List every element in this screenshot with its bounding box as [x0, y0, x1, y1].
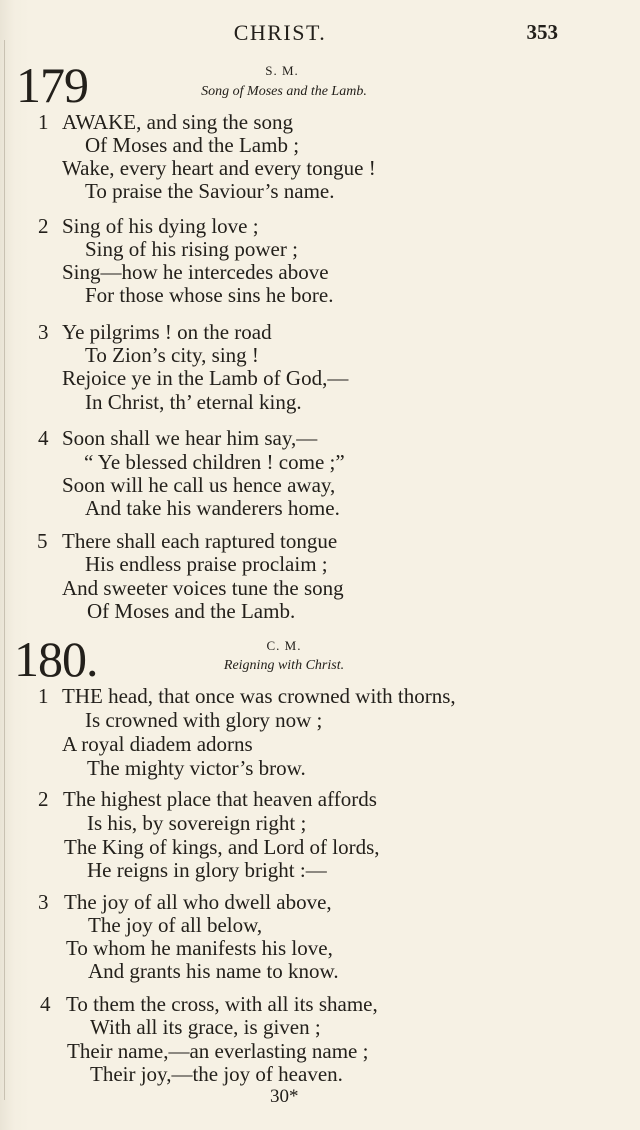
verse-line: Is his, by sovereign right ;	[87, 811, 307, 835]
verse-number: 1	[38, 110, 49, 134]
verse-line: Sing of his rising power ;	[85, 237, 298, 261]
verse-number: 1	[38, 684, 49, 708]
signature-mark: 30*	[270, 1086, 299, 1107]
verse-line: The joy of all who dwell above,	[64, 890, 332, 914]
verse-line: Their name,—an everlasting name ;	[67, 1039, 369, 1063]
hymn-title: Song of Moses and the Lamb.	[201, 84, 367, 99]
verse-line: To Zion’s city, sing !	[85, 343, 259, 367]
verse-line: His endless praise proclaim ;	[85, 552, 328, 576]
verse-line: To whom he manifests his love,	[66, 936, 333, 960]
verse-line: He reigns in glory bright :—	[87, 858, 327, 882]
verse-line: Soon shall we hear him say,—	[62, 426, 318, 450]
verse-line: For those whose sins he bore.	[85, 283, 334, 307]
verse-line: In Christ, th’ eternal king.	[85, 390, 302, 414]
verse-line: And grants his name to know.	[88, 959, 339, 983]
running-title: CHRIST.	[233, 20, 327, 45]
verse-line: Of Moses and the Lamb ;	[85, 133, 300, 157]
verse-line: The King of kings, and Lord of lords,	[64, 835, 380, 859]
verse-line: Of Moses and the Lamb.	[87, 599, 296, 623]
verse-number: 2	[38, 787, 49, 811]
hymn-meter: C. M.	[266, 638, 302, 653]
verse-line: “ Ye blessed children ! come ;”	[84, 450, 345, 474]
verse-number: 3	[38, 320, 49, 344]
verse-line: Rejoice ye in the Lamb of God,—	[62, 366, 349, 390]
verse-line: AWAKE, and sing the song	[62, 110, 294, 134]
verse-line: And sweeter voices tune the song	[62, 576, 344, 600]
verse-number: 5	[37, 529, 48, 553]
verse-line: The joy of all below,	[88, 913, 263, 937]
binding-gutter	[4, 40, 5, 1100]
verse-line: Their joy,—the joy of heaven.	[90, 1062, 343, 1086]
verse-number: 2	[38, 214, 49, 238]
verse-number: 3	[38, 890, 49, 914]
hymn-title: Reigning with Christ.	[223, 658, 345, 673]
verse-line: Sing of his dying love ;	[62, 214, 259, 238]
hymn-meter: S. M.	[265, 63, 299, 78]
verse-line: To them the cross, with all its shame,	[66, 992, 378, 1016]
verse-line: Is crowned with glory now ;	[85, 708, 323, 732]
verse-line: Sing—how he intercedes above	[62, 260, 329, 284]
verse-line: Ye pilgrims ! on the road	[62, 320, 272, 344]
verse-line: Wake, every heart and every tongue !	[62, 156, 376, 180]
page-number: 353	[526, 20, 558, 44]
verse-line: A royal diadem adorns	[62, 732, 253, 756]
hymn-number: 179	[16, 57, 88, 113]
verse-line: The highest place that heaven affords	[63, 787, 377, 811]
verse-line: With all its grace, is given ;	[90, 1015, 321, 1039]
verse-number: 4	[38, 426, 49, 450]
verse-number: 4	[40, 992, 51, 1016]
verse-line: There shall each raptured tongue	[62, 529, 338, 553]
verse-line: THE head, that once was crowned with thorns,	[62, 684, 456, 708]
hymn-number: 180.	[14, 631, 98, 687]
verse-line: Soon will he call us hence away,	[62, 473, 336, 497]
verse-line: And take his wanderers home.	[85, 496, 340, 520]
verse-line: The mighty victor’s brow.	[87, 756, 306, 780]
verse-line: To praise the Saviour’s name.	[85, 179, 335, 203]
